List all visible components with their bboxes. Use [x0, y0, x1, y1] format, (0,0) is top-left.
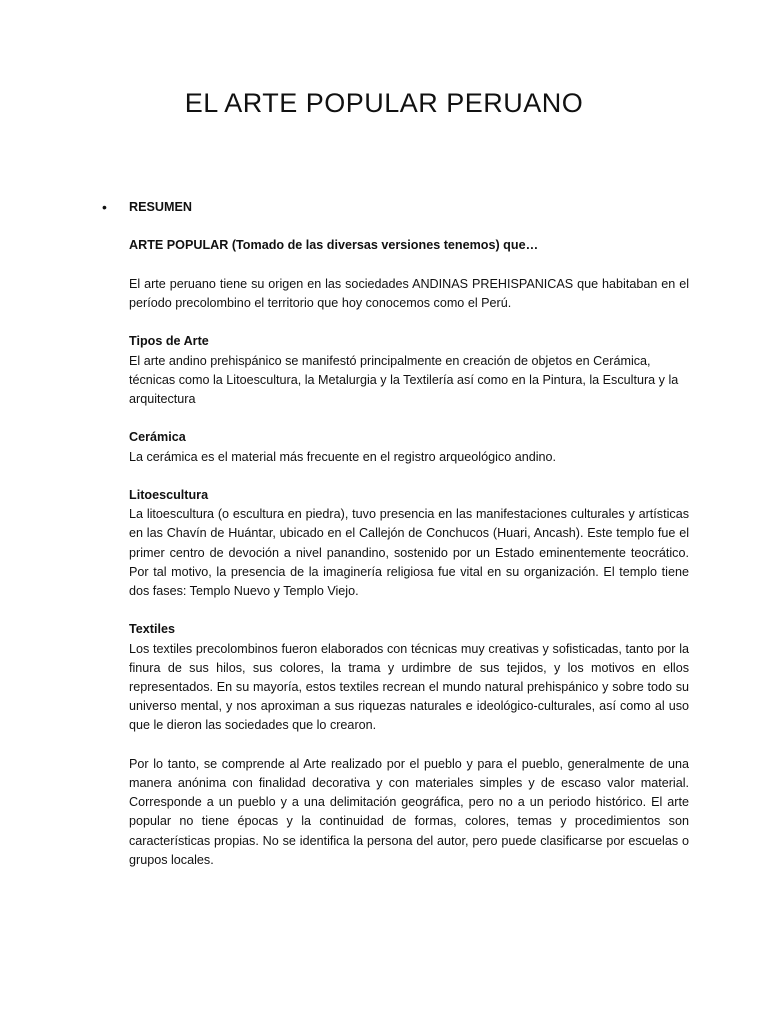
tipos-paragraph: El arte andino prehispánico se manifestó principalmente en creación de objetos en Cerámica, técnicas como la Litoescultura, la Metalurgia y la Textilería así como en la Pintura, la Escultura y la arquitectura [129, 353, 679, 406]
litoescultura-paragraph: La litoescultura (o escultura en piedra), tuvo presencia en las manifestaciones culturales y artísticas en las Chavín de Huántar, ubicado en el Callejón de Conchucos (Huari, Ancash). Este templo fue el primer centro de devoción a nivel panandino, sostenido por un Estado eminentemente teocrático. Por tal motivo, la presencia de la imaginería religiosa fue vital en su organización. El templo tiene dos fases: Templo Nuevo y Templo Viejo. [129, 507, 689, 598]
textiles-paragraph: Los textiles precolombinos fueron elaborados con técnicas muy creativas y sofisticadas, tanto por la finura de sus hilos, sus colores, la trama y urdimbre de sus tejidos, y los motivos en ellos representados. En su mayoría, estos textiles recrean el mundo natural prehispánico y sobre todo su universo mental, y nos aproximan a sus riquezas naturales e ideológico-culturales, así como al uso que le dieron las sociedades que lo crearon. [129, 641, 689, 733]
conclusion-paragraph: Por lo tanto, se comprende al Arte realizado por el pueblo y para el pueblo, generalmente de una manera anónima con finalidad decorativa y con materiales simples y de escaso valor material. Corresponde a un pueblo y a una delimitación geográfica, pero no a un periodo histórico. El arte popular no tiene épocas y la continuidad de formas, colores, temas y procedimientos son características propias. No se identifica la persona del autor, pero puede clasificarse por escuelas o grupos locales. [129, 756, 689, 867]
ceramica-paragraph: La cerámica es el material más frecuente en el registro arqueológico andino. [129, 449, 557, 464]
resumen-heading: RESUMEN [129, 200, 192, 214]
document-body [102, 198, 689, 870]
intro-paragraph: El arte peruano tiene su origen en las sociedades ANDINAS PREHISPANICAS que habitaban en el período precolombino el territorio que hoy conocemos como el Perú. [129, 276, 689, 310]
bullet-icon: • [102, 199, 107, 215]
ceramica-heading: Cerámica [129, 430, 186, 445]
arte-popular-heading: ARTE POPULAR (Tomado de las diversas versiones tenemos) que… [129, 238, 539, 253]
tipos-heading: Tipos de Arte [129, 334, 209, 349]
textiles-heading: Textiles [129, 622, 175, 637]
litoescultura-heading: Litoescultura [129, 487, 209, 502]
document-title: EL ARTE POPULAR PERUANO [184, 88, 584, 118]
